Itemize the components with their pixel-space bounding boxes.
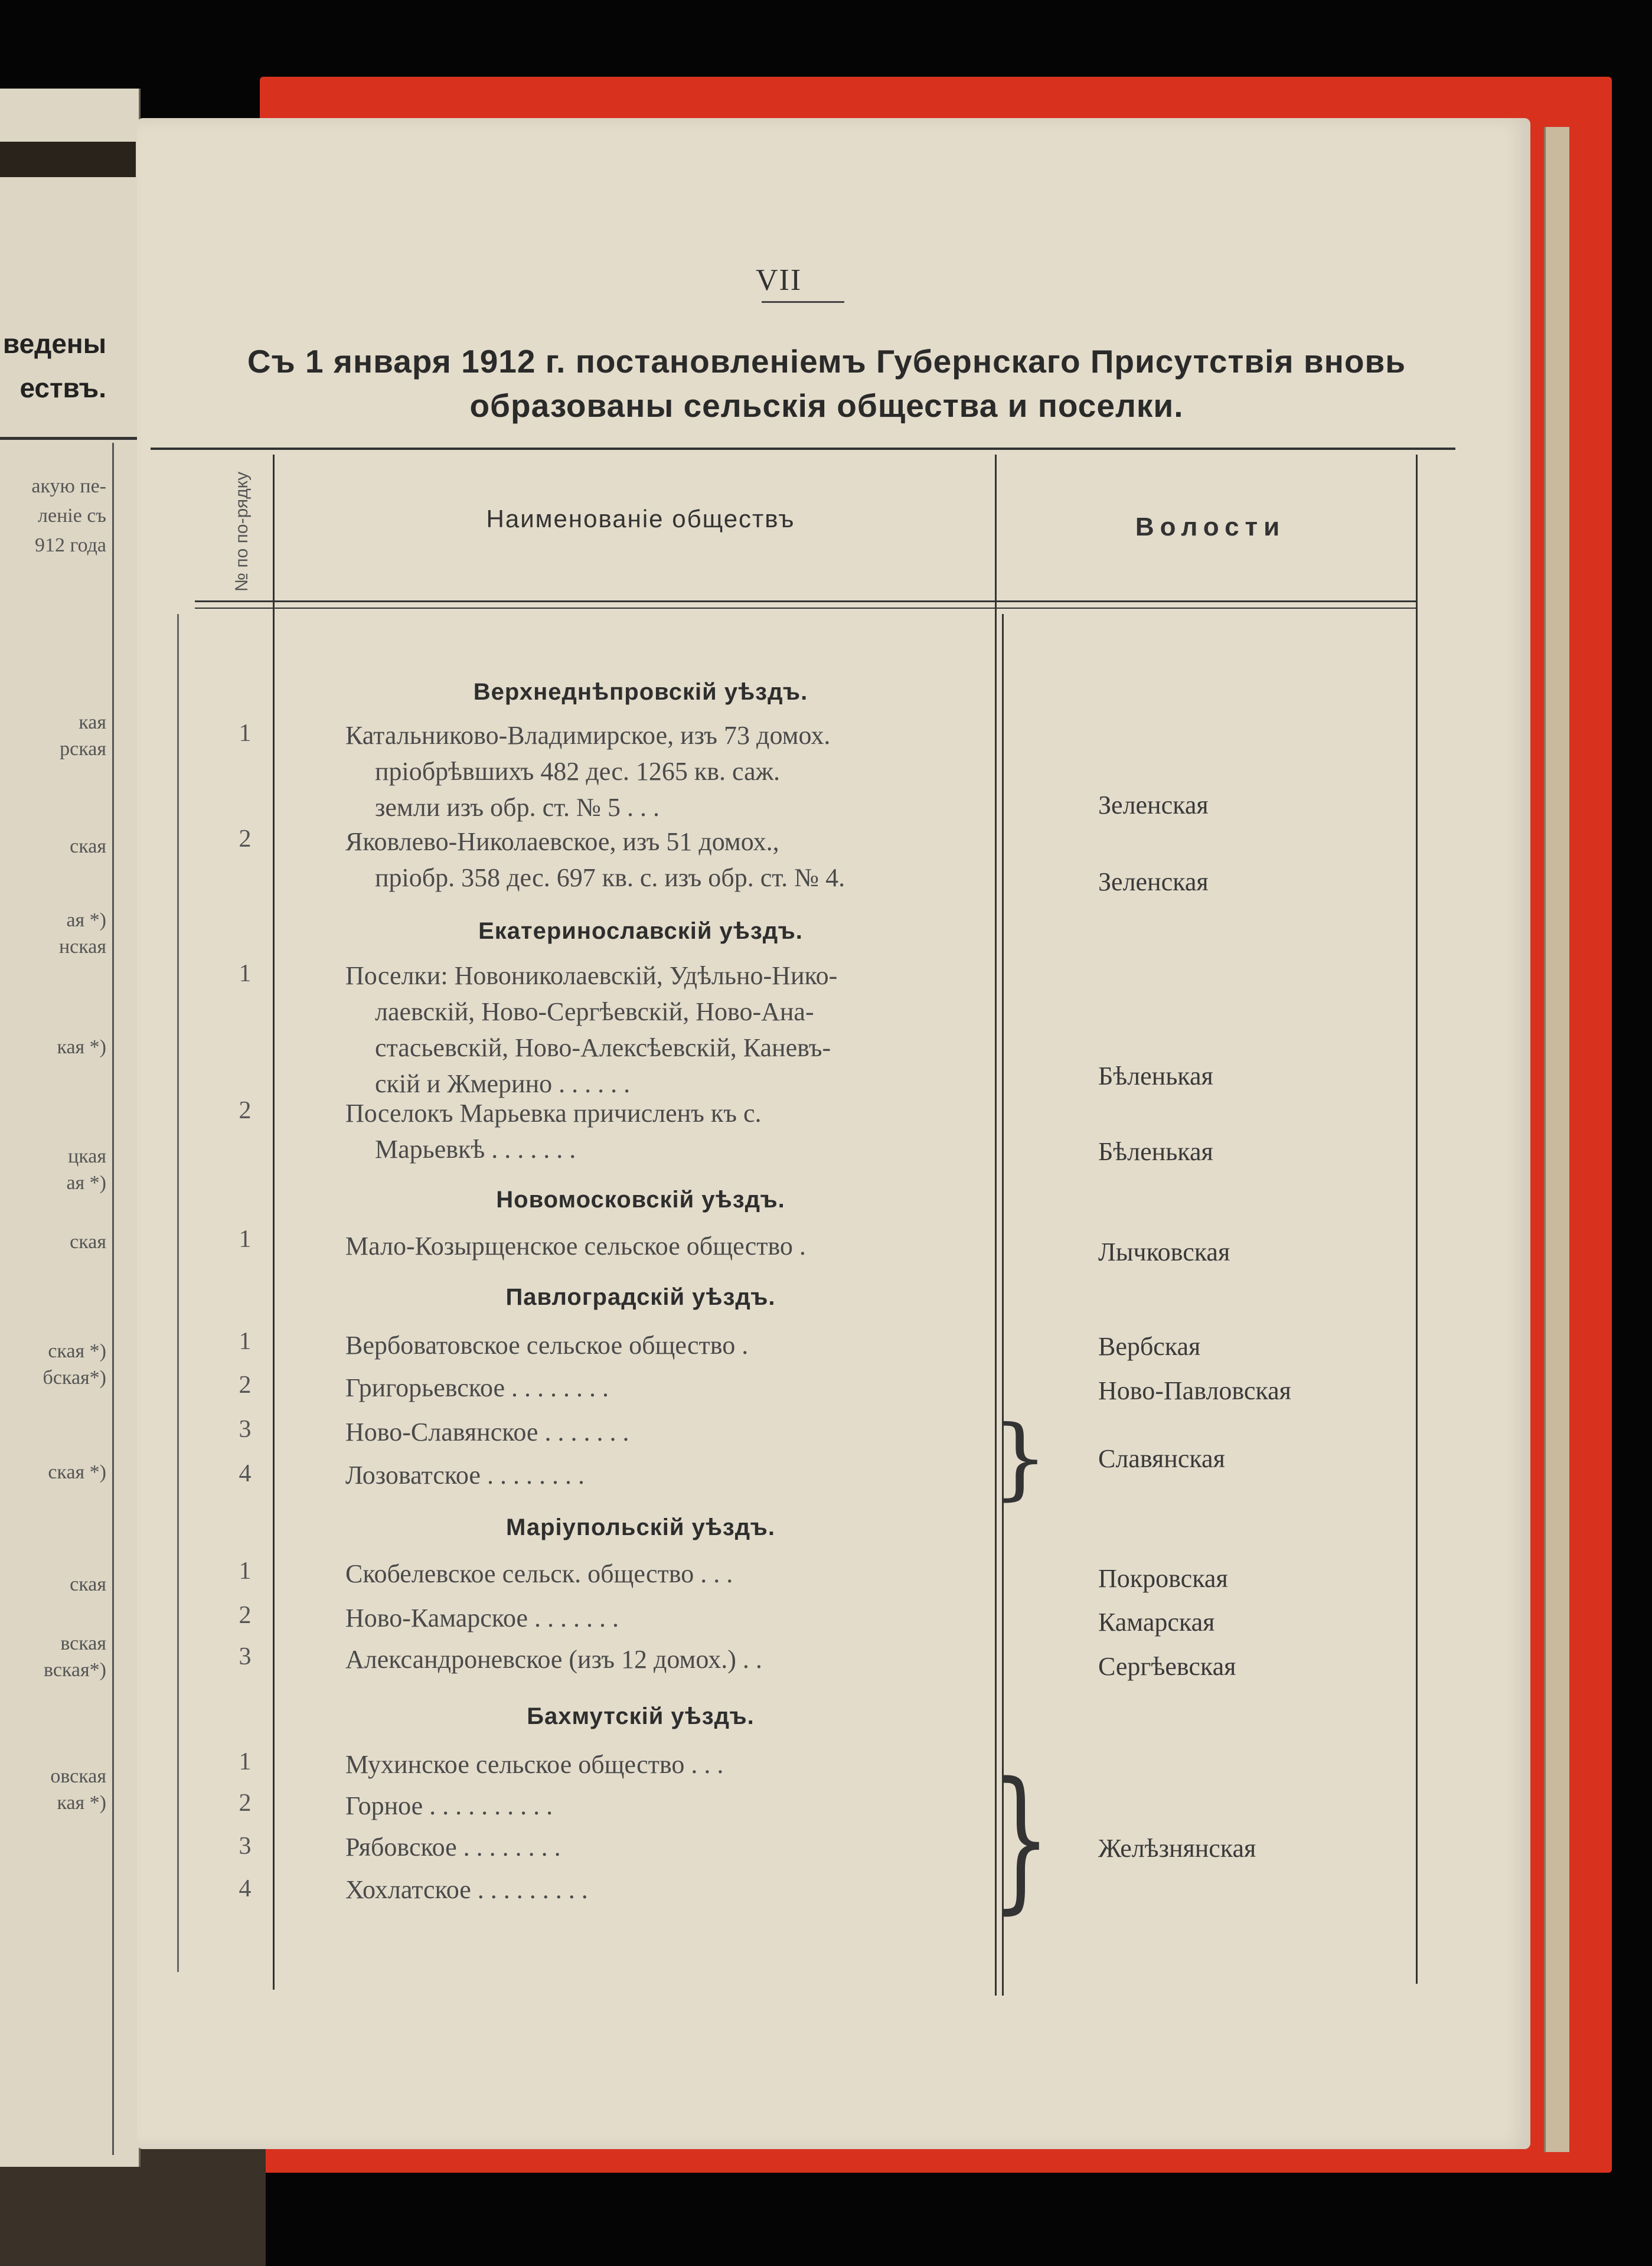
- brace-icon: }: [992, 1407, 1049, 1510]
- row-number: 1: [239, 1748, 252, 1775]
- society-name: Ново-Камарское . . . . . . .: [345, 1604, 619, 1632]
- left-text: кая *): [57, 1036, 106, 1058]
- page-title-line2: образованы сельскія общества и поселки.: [469, 387, 1184, 424]
- left-text: кая *): [57, 1792, 106, 1814]
- uezd-heading: Екатеринославскій уѣздъ.: [478, 918, 803, 944]
- volost-name: Желѣзнянская: [1098, 1834, 1256, 1863]
- row-number: 3: [239, 1833, 252, 1860]
- left-text: кая: [79, 711, 106, 733]
- volost-name: Покровская: [1098, 1564, 1228, 1593]
- society-name: Мало-Козырщенское сельское общество .: [345, 1232, 806, 1261]
- society-name: Григорьевское . . . . . . . .: [345, 1373, 609, 1402]
- table-header-rule-thin: [195, 608, 1417, 609]
- volost-name: Бѣленькая: [1098, 1137, 1213, 1166]
- volost-name: Камарская: [1098, 1608, 1215, 1637]
- row-number: 1: [239, 1558, 252, 1585]
- society-name: Яковлево-Николаевское, изъ 51 домох., пріобр. 358 дес. 697 кв. с. изъ обр. ст. № 4.: [345, 827, 845, 892]
- volost-name: Сергѣевская: [1098, 1652, 1236, 1681]
- page-number: VII: [756, 263, 802, 297]
- society-name: Ново-Славянское . . . . . . .: [345, 1418, 629, 1447]
- page-stack-edge: [1544, 127, 1569, 2152]
- row-number: 2: [239, 825, 252, 853]
- left-text: ская: [70, 1231, 106, 1253]
- left-text: ая *): [66, 1172, 106, 1194]
- uezd-heading: Маріупольскій уѣздъ.: [506, 1514, 775, 1540]
- left-page-fragment: [0, 89, 141, 2167]
- left-text: рская: [60, 738, 106, 760]
- society-name: Мухинское сельское общество . . .: [345, 1750, 724, 1779]
- uezd-heading: Павлоградскій уѣздъ.: [505, 1284, 776, 1310]
- left-text: ская *): [48, 1340, 106, 1362]
- page-title-line1: Съ 1 января 1912 г. постановленіемъ Губернскаго Присутствія вновь: [247, 343, 1406, 380]
- left-page-spine: [0, 142, 136, 177]
- left-rule: [0, 437, 139, 440]
- row-number: 2: [239, 1790, 252, 1817]
- row-number: 1: [239, 1328, 252, 1355]
- row-number: 4: [239, 1460, 252, 1487]
- table-left-rule: [177, 614, 179, 1972]
- left-text: цкая: [68, 1145, 106, 1167]
- header-society-name: Наименованіе обществъ: [486, 505, 795, 533]
- left-text: нская: [58, 936, 106, 958]
- society-name: Хохлатское . . . . . . . . .: [345, 1875, 588, 1904]
- left-text: леніе съ: [38, 505, 106, 527]
- left-text: овская: [50, 1765, 106, 1787]
- society-name: Вербоватовское сельское общество .: [345, 1331, 749, 1360]
- header-volost: Волости: [1135, 512, 1286, 541]
- society-name: Поселокъ Марьевка причисленъ къ с. Марьевкѣ . . . . . . .: [345, 1099, 762, 1164]
- row-number: 2: [239, 1097, 252, 1124]
- uezd-heading: Верхнеднѣпровскій уѣздъ.: [473, 679, 808, 705]
- left-column-rule: [112, 443, 114, 2155]
- volost-name: Бѣленькая: [1098, 1062, 1213, 1090]
- left-text: ская *): [48, 1461, 106, 1483]
- row-number: 2: [239, 1372, 252, 1399]
- brace-icon: }: [992, 1750, 1051, 1928]
- society-name: Александроневское (изъ 12 домох.) . .: [345, 1645, 762, 1674]
- society-name: Лозоватское . . . . . . . .: [345, 1461, 585, 1490]
- society-name: Поселки: Новониколаевскій, Удѣльно-Нико- лаевскій, Ново-Сергѣевскій, Ново-Ана- стасьевскій, Ново-Алексѣевскій, Каневъ- скій и Жмерино . . . . . .: [345, 961, 838, 1098]
- volost-name: Лычковская: [1098, 1238, 1230, 1266]
- volost-name: Вербская: [1098, 1332, 1201, 1361]
- row-number: 1: [239, 720, 252, 747]
- left-text: 912 года: [34, 534, 106, 556]
- table-col-rule-3: [1416, 455, 1418, 1984]
- society-name: Рябовское . . . . . . . .: [345, 1833, 561, 1862]
- table-top-rule: [151, 448, 1455, 450]
- row-number: 1: [239, 960, 252, 987]
- row-number: 1: [239, 1226, 252, 1253]
- header-number: № по по-рядку: [232, 471, 252, 592]
- left-text: вская*): [43, 1659, 106, 1681]
- society-name: Катальниково-Владимирское, изъ 73 домох. пріобрѣвшихъ 482 дес. 1265 кв. саж. земли изъ обр. ст. № 5 . . .: [345, 721, 831, 822]
- left-heading-line1: ведены: [2, 328, 106, 359]
- page-number-rule: [762, 301, 844, 303]
- row-number: 2: [239, 1602, 252, 1629]
- volost-name: Славянская: [1098, 1444, 1225, 1473]
- row-number: 4: [239, 1875, 252, 1902]
- row-number: 3: [239, 1643, 252, 1670]
- left-text: ая *): [66, 909, 106, 931]
- volost-name: Ново-Павловская: [1098, 1376, 1291, 1405]
- left-text: бская*): [43, 1367, 106, 1389]
- uezd-heading: Бахмутскій уѣздъ.: [527, 1703, 755, 1729]
- left-text: акую пе-: [31, 475, 106, 497]
- volost-name: Зеленская: [1098, 867, 1209, 896]
- society-name: Горное . . . . . . . . . .: [345, 1791, 553, 1820]
- table-header-rule: [195, 600, 1417, 602]
- left-heading-line2: ествъ.: [19, 373, 106, 403]
- volost-name: Зеленская: [1098, 791, 1209, 819]
- society-name: Скобелевское сельск. общество . . .: [345, 1559, 733, 1588]
- left-text: вская: [60, 1632, 106, 1654]
- uezd-heading: Новомосковскій уѣздъ.: [496, 1187, 785, 1213]
- row-number: 3: [239, 1416, 252, 1443]
- left-text: ская: [70, 835, 106, 857]
- left-text: ская: [70, 1573, 106, 1595]
